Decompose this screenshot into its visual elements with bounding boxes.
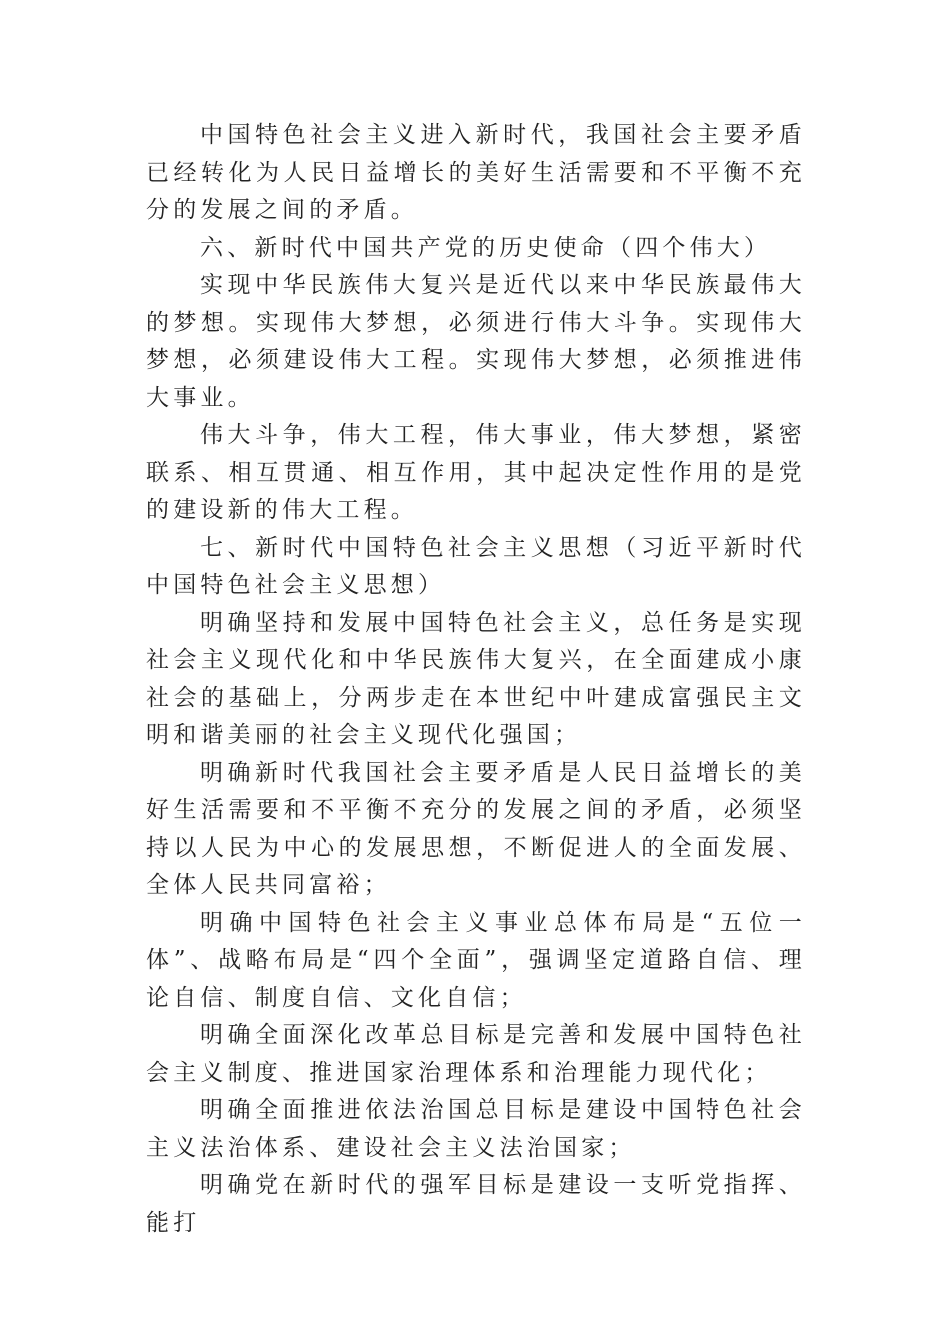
document-body — [146, 117, 806, 1242]
paragraph-text: 实现中华民族伟大复兴是近代以来中华民族最伟大的梦想。实现伟大梦想，必须进行伟大斗争。实现伟大梦想，必须建设伟大工程。实现伟大梦想，必须推进伟大事业。 — [146, 272, 806, 411]
paragraph-text: 明确新时代我国社会主要矛盾是人民日益增长的美好生活需要和不平衡不充分的发展之间的矛盾，必须坚持以人民为中心的发展思想，不断促进人的全面发展、全体人民共同富裕； — [146, 759, 806, 898]
paragraph-text: 明确全面推进依法治国总目标是建设中国特色社会主义法治体系、建设社会主义法治国家； — [146, 1097, 806, 1161]
section-heading-seven: 七、新时代中国特色社会主义思想（习近平新时代中国特色社会主义思想） — [146, 534, 806, 598]
section-heading-six: 六、新时代中国共产党的历史使命（四个伟大） — [200, 234, 772, 261]
paragraph-text: 明确全面深化改革总目标是完善和发展中国特色社会主义制度、推进国家治理体系和治理能力现代化； — [146, 1022, 806, 1086]
paragraph-text: 明确坚持和发展中国特色社会主义，总任务是实现社会主义现代化和中华民族伟大复兴，在全面建成小康社会的基础上，分两步走在本世纪中叶建成富强民主文明和谐美丽的社会主义现代化强国； — [146, 609, 806, 748]
paragraph-text: 明确党在新时代的强军目标是建设一支听党指挥、能打 — [146, 1172, 806, 1236]
paragraph-text: 明确中国特色社会主义事业总体布局是“五位一体”、战略布局是“四个全面”，强调坚定道路自信、理论自信、制度自信、文化自信； — [146, 909, 806, 1011]
paragraph-text: 伟大斗争，伟大工程，伟大事业，伟大梦想，紧密联系、相互贯通、相互作用，其中起决定性作用的是党的建设新的伟大工程。 — [146, 422, 806, 523]
paragraph-text: 中国特色社会主义进入新时代，我国社会主要矛盾已经转化为人民日益增长的美好生活需要和不平衡不充分的发展之间的矛盾。 — [146, 122, 806, 223]
